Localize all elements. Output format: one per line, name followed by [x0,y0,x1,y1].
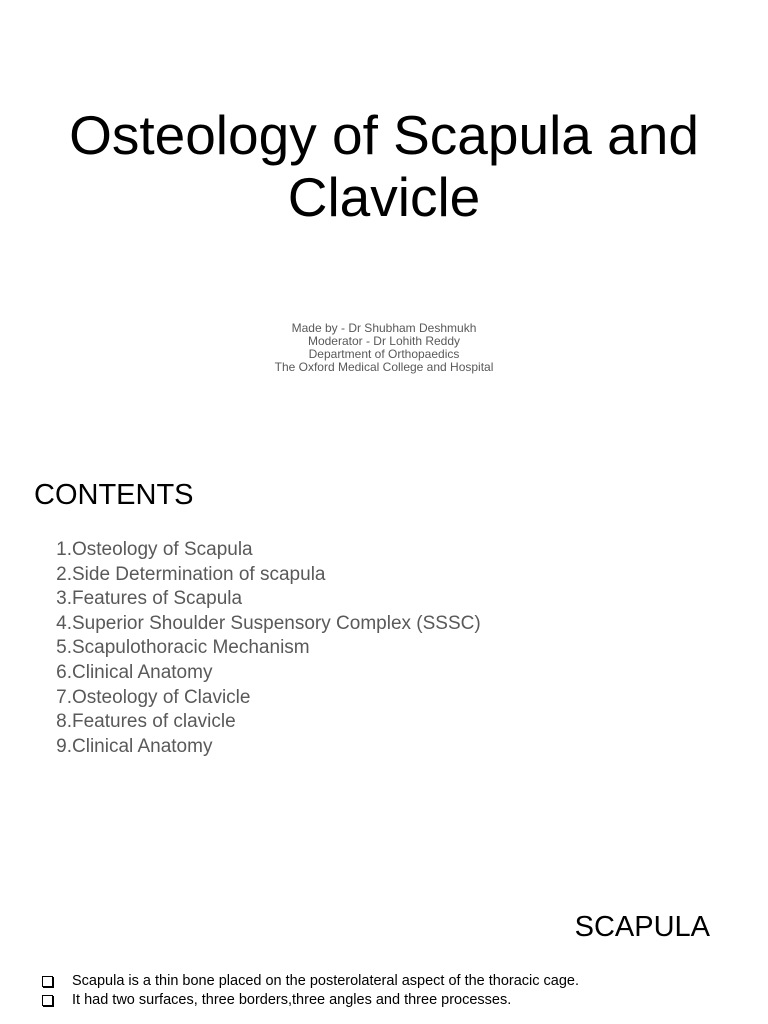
list-item-number: 2. [56,563,72,585]
credit-author: Made by - Dr Shubham Deshmukh [291,321,477,335]
list-item-number: 6. [56,661,72,683]
list-item [40,612,481,637]
credit-department: Department of Orthopaedics [308,347,460,361]
title-slide [0,0,768,430]
list-item-text: Clinical Anatomy [72,661,213,683]
credit-moderator: Moderator - Dr Lohith Reddy [307,334,461,348]
credit-institution: The Oxford Medical College and Hospital [274,360,494,374]
scapula-bullet-list [42,972,579,1010]
list-item [40,563,481,588]
title-line-2: Clavicle [287,166,481,228]
list-item-number: 1. [56,539,72,560]
list-item-text: Clinical Anatomy [72,735,213,757]
list-item [42,991,579,1010]
checkbox-icon [42,995,53,1006]
list-item-number: 3. [56,588,72,610]
page-title [0,104,768,228]
title-line-1: Osteology of Scapula and [69,104,699,166]
list-item [40,735,481,760]
checkbox-icon [42,976,53,987]
contents-slide [0,430,768,860]
bullet-text: Scapula is a thin bone placed on the posterolateral aspect of the thoracic cage. [72,973,580,989]
credits [0,322,768,374]
list-item [42,972,579,991]
scapula-heading: SCAPULA [574,911,710,943]
list-item-text: Osteology of Scapula [72,539,253,560]
list-item-number: 5. [56,637,72,659]
contents-heading: CONTENTS [34,479,194,511]
list-item-number: 7. [56,686,72,708]
list-item-number: 9. [56,735,72,757]
list-item [40,636,481,661]
list-item-text: Superior Shoulder Suspensory Complex (SSSC) [72,612,481,634]
list-item-number: 8. [56,711,72,733]
list-item-text: Features of clavicle [72,711,236,733]
list-item [40,686,481,711]
list-item-text: Features of Scapula [72,588,243,610]
list-item [40,661,481,686]
list-item-text: Osteology of Clavicle [72,686,251,708]
list-item-number: 4. [56,612,72,634]
list-item [40,587,481,612]
list-item [40,538,481,563]
list-item [40,710,481,735]
bullet-text: It had two surfaces, three borders,three angles and three processes. [72,992,512,1008]
contents-list [40,538,481,759]
scapula-slide [0,860,768,1024]
list-item-text: Scapulothoracic Mechanism [72,637,310,659]
list-item-text: Side Determination of scapula [72,563,326,585]
